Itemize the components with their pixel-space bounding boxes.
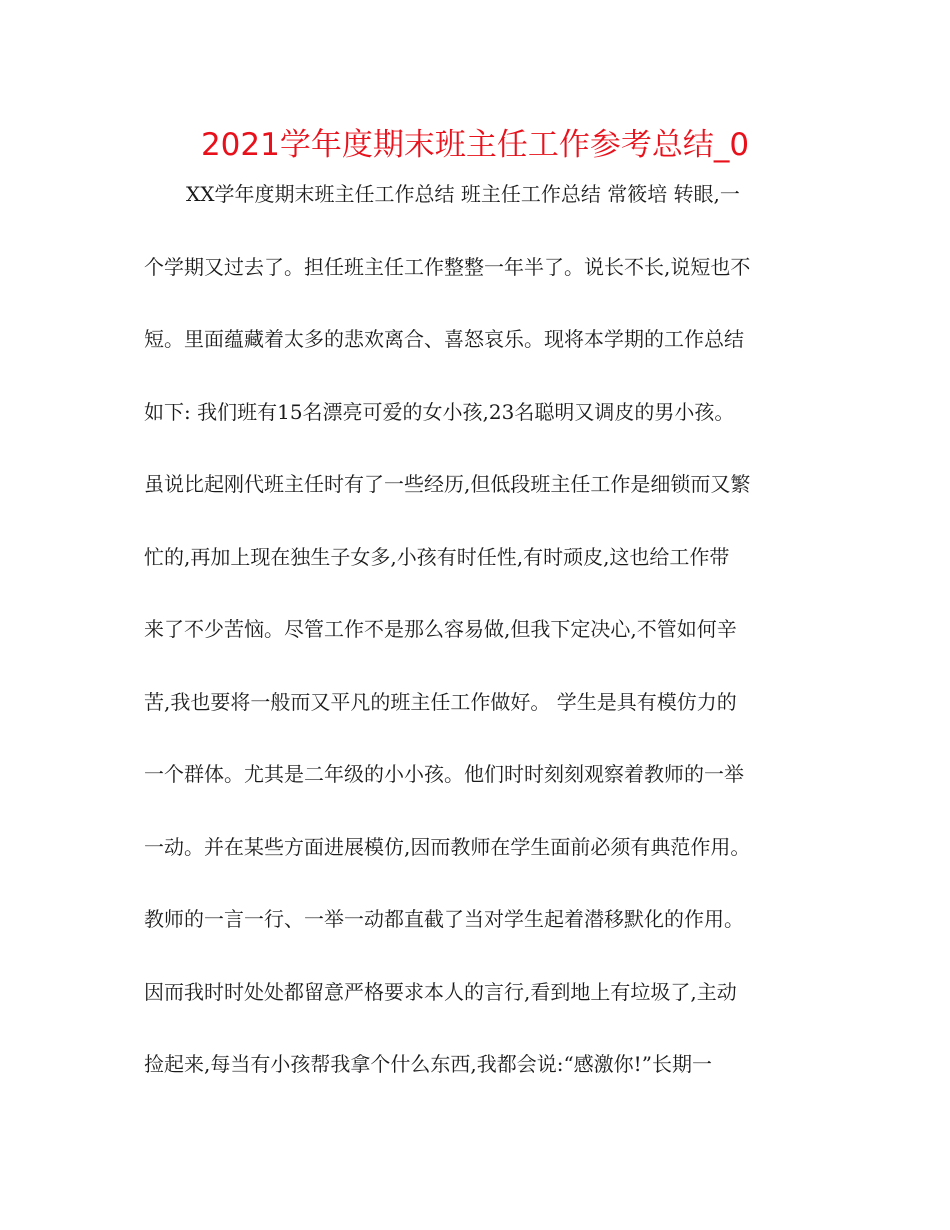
body-line-2: 个学期又过去了。担任班主任工作整整一年半了。说长不长,说短也不 bbox=[144, 254, 751, 279]
body-line-11: 教师的一言一行、一举一动都直截了当对学生起着潜移默化的作用。 bbox=[144, 907, 744, 931]
body-line-7: 来了不少苦恼。尽管工作不是那么容易做,但我下定决心,不管如何辛 bbox=[144, 617, 737, 641]
body-line-9: 一个群体。尤其是二年级的小小孩。他们时时刻刻观察着教师的一举 bbox=[144, 762, 744, 786]
body-line-6: 忙的,再加上现在独生子女多,小孩有时任性,有时顽皮,这也给工作带 bbox=[144, 544, 730, 569]
document-body bbox=[144, 180, 804, 1123]
body-line-5: 虽说比起刚代班主任时有了一些经历,但低段班主任工作是细锁而又繁 bbox=[144, 472, 751, 496]
body-line-8: 苦,我也要将一般而又平凡的班主任工作做好。 学生是具有模仿力的 bbox=[144, 689, 737, 714]
body-line-10: 一动。并在某些方面进展模仿,因而教师在学生面前必须有典范作用。 bbox=[144, 834, 751, 859]
body-line-12: 因而我时时处处都留意严格要求本人的言行,看到地上有垃圾了,主动 bbox=[144, 979, 737, 1004]
body-line-3: 短。里面蕴藏着太多的悲欢离合、喜怒哀乐。现将本学期的工作总结 bbox=[144, 327, 744, 351]
document-title: 2021学年度期末班主任工作参考总结_0 bbox=[200, 127, 750, 163]
body-line-13: 捡起来,每当有小孩帮我拿个什么东西,我都会说:“感激你!”长期一 bbox=[144, 1052, 712, 1076]
body-line-1: XX学年度期末班主任工作总结 班主任工作总结 常筱培 转眼,一 bbox=[186, 182, 740, 206]
body-line-4: 如下: 我们班有15名漂亮可爱的女小孩,23名聪明又调皮的男小孩。 bbox=[144, 399, 735, 424]
